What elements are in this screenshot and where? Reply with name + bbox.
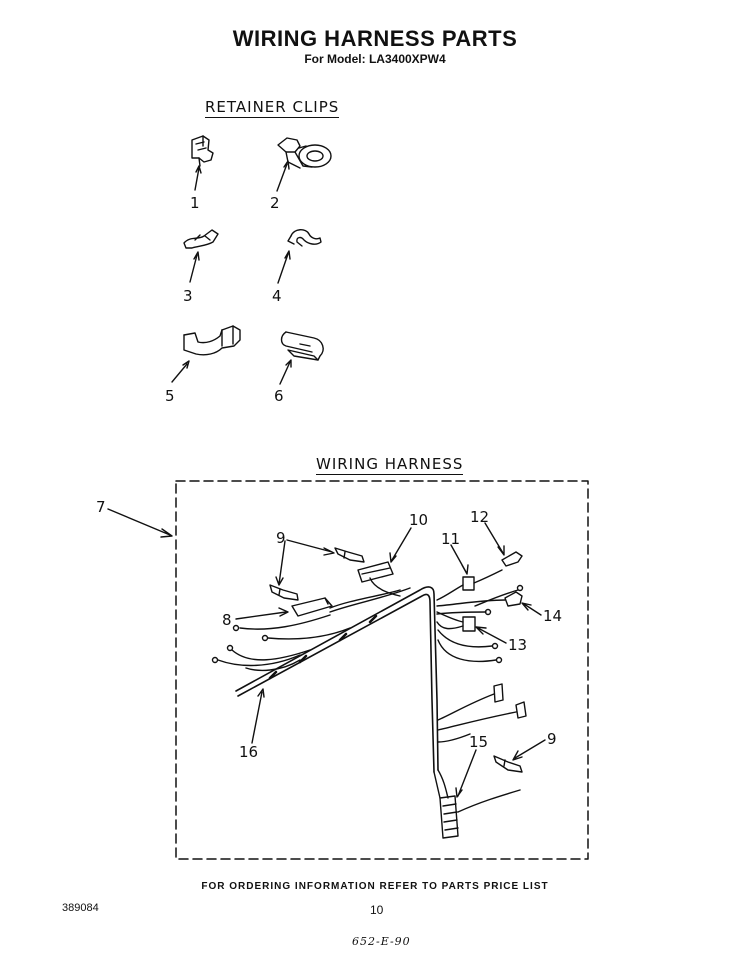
clip-label-5: 5 [165,387,175,405]
arrow-callout-13 [476,627,506,643]
clip-label-3: 3 [183,287,193,305]
connector-15 [434,770,520,838]
retainer-clip-3 [184,230,218,248]
arrow-callout-11 [451,545,468,574]
terminal-9-pair [270,548,364,600]
page-number: 10 [370,903,384,917]
arrow-callout-9a-b [276,541,285,585]
arrow-callout-9b [513,740,545,760]
callout-13: 13 [508,636,528,654]
connector-13 [437,612,475,631]
wiring-harness-title: WIRING HARNESS [316,455,464,473]
connector-10 [358,562,400,596]
arrow-clip-2 [277,161,289,191]
clip-label-6: 6 [274,387,284,405]
connector-8 [292,598,332,616]
arrow-callout-10 [390,528,411,562]
callout-8: 8 [222,611,232,629]
clip-label-4: 4 [272,287,282,305]
callout-9a: 9 [276,529,286,547]
retainer-clip-4 [288,230,321,246]
arrow-callout-7 [108,509,172,537]
callout-7: 7 [96,498,106,516]
arrow-clip-3 [190,252,199,282]
retainer-clips-title: RETAINER CLIPS [205,98,340,116]
retainer-clip-5 [184,326,240,355]
page-title: WIRING HARNESS PARTS [232,26,518,51]
document-number: 389084 [62,902,99,914]
handwritten-note: 652-E-90 [352,935,411,948]
callout-12: 12 [470,508,490,526]
callout-9b: 9 [547,730,557,748]
clip-label-1: 1 [190,194,200,212]
arrow-clip-4 [278,251,290,283]
arrow-clip-5 [172,361,189,382]
callout-11: 11 [441,530,461,548]
callout-15: 15 [469,733,489,751]
arrow-callout-8 [236,608,288,619]
ordering-note: FOR ORDERING INFORMATION REFER TO PARTS PRICE LIST [201,881,549,892]
terminal-14 [437,586,523,615]
arrow-clip-1 [195,166,201,190]
arrow-clip-6 [280,360,291,384]
connector-11 [437,570,502,600]
callout-16: 16 [239,743,259,761]
arrow-callout-12 [485,523,504,555]
arrow-callout-16 [252,689,264,743]
callout-10: 10 [409,511,429,529]
arrow-callout-15 [456,750,476,797]
model-subtitle: For Model: LA3400XPW4 [304,52,446,66]
arrow-callout-14 [522,603,541,615]
callout-14: 14 [543,607,563,625]
retainer-clip-1 [192,136,213,166]
harness-left-branches [213,588,411,670]
harness-lower-connectors [438,684,526,742]
clip-label-2: 2 [270,194,280,212]
terminal-12 [502,552,522,566]
harness-dashed-border [176,481,588,859]
retainer-clip-6 [282,332,324,360]
arrow-callout-9a [287,540,334,555]
